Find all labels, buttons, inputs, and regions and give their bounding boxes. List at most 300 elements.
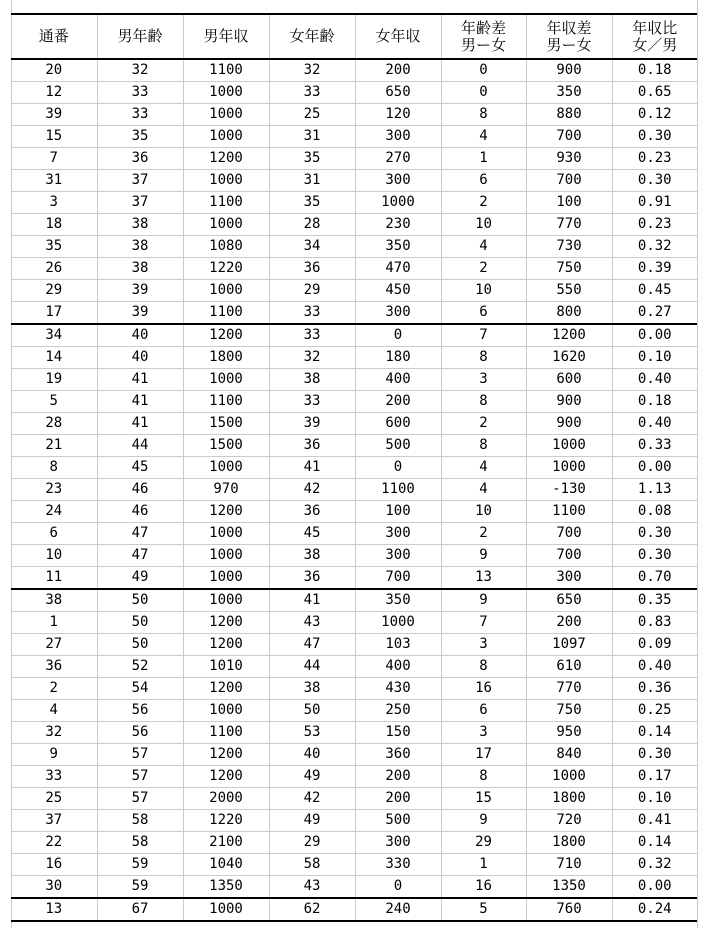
cell-male-income: 970 [183, 479, 269, 501]
cell-male-age: 39 [97, 302, 183, 325]
cell-male-age: 54 [97, 678, 183, 700]
cell-income-diff: 900 [526, 413, 612, 435]
cell-serial-number: 33 [11, 766, 97, 788]
cell-serial-number: 32 [11, 722, 97, 744]
cell-serial-number: 8 [11, 457, 97, 479]
cell-female-age: 38 [269, 545, 355, 567]
cell-age-diff: 17 [441, 744, 526, 766]
cell-female-income: 300 [355, 170, 441, 192]
table-row [11, 236, 697, 258]
cell-female-income: 200 [355, 788, 441, 810]
cell-serial-number: 2 [11, 678, 97, 700]
cell-female-age: 25 [269, 104, 355, 126]
table-row [11, 192, 697, 214]
cell-female-age: 39 [269, 413, 355, 435]
header-female-age: 女年齢 [269, 14, 355, 59]
cell-age-diff: 2 [441, 192, 526, 214]
table-row [11, 104, 697, 126]
cell-income-ratio: 0.09 [612, 634, 697, 656]
cell-male-age: 38 [97, 258, 183, 280]
cell-male-age: 32 [97, 59, 183, 82]
cell-income-diff: 1350 [526, 876, 612, 899]
cell-serial-number: 31 [11, 170, 97, 192]
cell-income-diff: 650 [526, 589, 612, 612]
table-row [11, 302, 697, 325]
cell-female-income: 300 [355, 126, 441, 148]
cell-income-diff: 1800 [526, 832, 612, 854]
cell-income-diff: 1000 [526, 457, 612, 479]
table-row [11, 810, 697, 832]
table-row [11, 788, 697, 810]
cell-female-age: 43 [269, 612, 355, 634]
cell-age-diff: 0 [441, 82, 526, 104]
cell-female-age: 40 [269, 744, 355, 766]
cell-age-diff: 2 [441, 523, 526, 545]
cell-female-income: 700 [355, 567, 441, 590]
cell-serial-number: 35 [11, 236, 97, 258]
cell-income-diff: 950 [526, 722, 612, 744]
table-row [11, 479, 697, 501]
cell-female-age: 29 [269, 280, 355, 302]
header-female-income: 女年収 [355, 14, 441, 59]
cell-income-ratio: 0.00 [612, 457, 697, 479]
cell-male-income: 1100 [183, 192, 269, 214]
cell-income-diff: 550 [526, 280, 612, 302]
cell-male-age: 57 [97, 744, 183, 766]
cell-age-diff: 8 [441, 104, 526, 126]
cell-male-income: 1200 [183, 612, 269, 634]
cell-income-ratio: 0.12 [612, 104, 697, 126]
cell-male-income: 1000 [183, 589, 269, 612]
cell-male-income: 1000 [183, 898, 269, 921]
cell-female-age: 33 [269, 82, 355, 104]
table-row [11, 898, 697, 921]
cell-serial-number: 3 [11, 192, 97, 214]
cell-serial-number: 27 [11, 634, 97, 656]
cell-male-age: 56 [97, 700, 183, 722]
cell-male-income: 1100 [183, 391, 269, 413]
cell-income-ratio: 0.27 [612, 302, 697, 325]
cell-income-ratio: 0.30 [612, 744, 697, 766]
cell-female-age: 36 [269, 567, 355, 590]
table-row [11, 634, 697, 656]
cell-male-income: 2000 [183, 788, 269, 810]
cell-female-income: 300 [355, 832, 441, 854]
cell-income-ratio: 0.24 [612, 898, 697, 921]
cell-serial-number: 6 [11, 523, 97, 545]
cell-income-ratio: 0.30 [612, 545, 697, 567]
cell-male-age: 41 [97, 369, 183, 391]
table-row [11, 876, 697, 899]
cell-age-diff: 15 [441, 788, 526, 810]
cell-income-ratio: 0.91 [612, 192, 697, 214]
cell-female-age: 33 [269, 391, 355, 413]
cell-age-diff: 10 [441, 280, 526, 302]
cell-male-income: 1000 [183, 214, 269, 236]
cell-female-age: 33 [269, 302, 355, 325]
table-row [11, 435, 697, 457]
cell-male-age: 56 [97, 722, 183, 744]
cell-income-diff: 900 [526, 391, 612, 413]
table-row [11, 258, 697, 280]
cell-income-diff: -130 [526, 479, 612, 501]
table-row [11, 148, 697, 170]
cell-serial-number: 18 [11, 214, 97, 236]
cell-serial-number: 37 [11, 810, 97, 832]
table-row [11, 523, 697, 545]
cell-female-income: 360 [355, 744, 441, 766]
cell-serial-number: 26 [11, 258, 97, 280]
cell-income-diff: 900 [526, 59, 612, 82]
cell-income-diff: 700 [526, 126, 612, 148]
cell-age-diff: 7 [441, 612, 526, 634]
cell-income-diff: 300 [526, 567, 612, 590]
cell-income-ratio: 0.83 [612, 612, 697, 634]
cell-income-ratio: 0.32 [612, 236, 697, 258]
cell-male-income: 1000 [183, 567, 269, 590]
cell-serial-number: 23 [11, 479, 97, 501]
cell-serial-number: 30 [11, 876, 97, 899]
header-row [11, 14, 697, 59]
cell-female-age: 50 [269, 700, 355, 722]
cell-income-ratio: 0.14 [612, 832, 697, 854]
cell-male-age: 37 [97, 192, 183, 214]
table-row [11, 324, 697, 347]
cell-income-diff: 700 [526, 523, 612, 545]
cell-female-age: 38 [269, 369, 355, 391]
cell-male-age: 40 [97, 324, 183, 347]
table-row [11, 457, 697, 479]
table-body [11, 59, 697, 921]
cell-income-ratio: 0.10 [612, 347, 697, 369]
cell-male-income: 1080 [183, 236, 269, 258]
cell-income-ratio: 0.40 [612, 656, 697, 678]
cell-female-age: 36 [269, 501, 355, 523]
cell-serial-number: 28 [11, 413, 97, 435]
cell-male-income: 1350 [183, 876, 269, 899]
cell-female-income: 180 [355, 347, 441, 369]
cell-male-age: 52 [97, 656, 183, 678]
cell-serial-number: 10 [11, 545, 97, 567]
cell-age-diff: 1 [441, 854, 526, 876]
cell-age-diff: 2 [441, 413, 526, 435]
cell-age-diff: 8 [441, 391, 526, 413]
table-row [11, 744, 697, 766]
cell-income-ratio: 0.41 [612, 810, 697, 832]
cell-male-income: 1200 [183, 324, 269, 347]
cell-female-income: 500 [355, 810, 441, 832]
cell-male-age: 40 [97, 347, 183, 369]
cell-serial-number: 14 [11, 347, 97, 369]
cell-male-age: 39 [97, 280, 183, 302]
cell-income-ratio: 0.65 [612, 82, 697, 104]
cell-income-diff: 1800 [526, 788, 612, 810]
cell-female-income: 120 [355, 104, 441, 126]
cell-age-diff: 4 [441, 126, 526, 148]
cell-serial-number: 15 [11, 126, 97, 148]
cell-serial-number: 12 [11, 82, 97, 104]
cell-serial-number: 39 [11, 104, 97, 126]
cell-male-age: 41 [97, 413, 183, 435]
cell-male-age: 38 [97, 214, 183, 236]
cell-male-age: 57 [97, 766, 183, 788]
cell-income-ratio: 0.18 [612, 391, 697, 413]
cell-male-age: 36 [97, 148, 183, 170]
cell-male-income: 1200 [183, 678, 269, 700]
cell-male-age: 41 [97, 391, 183, 413]
cell-female-income: 400 [355, 369, 441, 391]
cell-male-age: 49 [97, 567, 183, 590]
cell-male-age: 33 [97, 104, 183, 126]
cell-female-income: 230 [355, 214, 441, 236]
cell-income-ratio: 0.30 [612, 523, 697, 545]
cell-income-ratio: 0.14 [612, 722, 697, 744]
header-income-ratio: 年収比 女／男 [612, 14, 697, 59]
cell-female-age: 31 [269, 170, 355, 192]
table-row [11, 612, 697, 634]
cell-male-age: 45 [97, 457, 183, 479]
cell-female-age: 28 [269, 214, 355, 236]
cell-female-income: 350 [355, 236, 441, 258]
cell-female-income: 400 [355, 656, 441, 678]
cell-male-age: 57 [97, 788, 183, 810]
cell-female-income: 300 [355, 545, 441, 567]
cell-serial-number: 5 [11, 391, 97, 413]
cell-female-income: 200 [355, 766, 441, 788]
cell-income-diff: 800 [526, 302, 612, 325]
cell-female-age: 49 [269, 810, 355, 832]
cell-male-age: 59 [97, 876, 183, 899]
cell-male-income: 1100 [183, 302, 269, 325]
cell-serial-number: 22 [11, 832, 97, 854]
cell-male-income: 1500 [183, 413, 269, 435]
cell-female-income: 200 [355, 59, 441, 82]
cell-female-income: 150 [355, 722, 441, 744]
cell-male-income: 1000 [183, 523, 269, 545]
cell-age-diff: 10 [441, 501, 526, 523]
cell-female-age: 53 [269, 722, 355, 744]
cell-male-income: 1100 [183, 722, 269, 744]
cell-serial-number: 1 [11, 612, 97, 634]
cell-income-ratio: 0.36 [612, 678, 697, 700]
cell-serial-number: 36 [11, 656, 97, 678]
cell-serial-number: 38 [11, 589, 97, 612]
table-row [11, 678, 697, 700]
cell-income-diff: 770 [526, 214, 612, 236]
cell-income-ratio: 0.00 [612, 324, 697, 347]
table-row [11, 347, 697, 369]
cell-age-diff: 16 [441, 876, 526, 899]
table-row [11, 854, 697, 876]
cell-female-income: 430 [355, 678, 441, 700]
cell-male-income: 1000 [183, 369, 269, 391]
cell-serial-number: 25 [11, 788, 97, 810]
cell-income-diff: 720 [526, 810, 612, 832]
cell-female-income: 270 [355, 148, 441, 170]
cell-income-diff: 710 [526, 854, 612, 876]
cell-income-diff: 200 [526, 612, 612, 634]
table-row [11, 82, 697, 104]
cell-female-age: 35 [269, 192, 355, 214]
cell-male-age: 58 [97, 832, 183, 854]
cell-female-age: 41 [269, 589, 355, 612]
cell-age-diff: 4 [441, 457, 526, 479]
cell-male-income: 1200 [183, 501, 269, 523]
cell-serial-number: 11 [11, 567, 97, 590]
cell-female-income: 200 [355, 391, 441, 413]
cell-income-diff: 880 [526, 104, 612, 126]
cell-female-income: 1000 [355, 192, 441, 214]
cell-income-diff: 750 [526, 258, 612, 280]
cell-male-income: 1200 [183, 634, 269, 656]
cell-income-diff: 1100 [526, 501, 612, 523]
data-table [11, 13, 697, 922]
cell-male-age: 38 [97, 236, 183, 258]
cell-age-diff: 4 [441, 236, 526, 258]
cell-female-age: 33 [269, 324, 355, 347]
cell-income-diff: 700 [526, 545, 612, 567]
cell-female-income: 330 [355, 854, 441, 876]
cell-male-age: 46 [97, 479, 183, 501]
cell-income-ratio: 0.40 [612, 413, 697, 435]
header-serial-number: 通番 [11, 14, 97, 59]
cell-income-ratio: 0.00 [612, 876, 697, 899]
cell-female-income: 1100 [355, 479, 441, 501]
cell-female-age: 34 [269, 236, 355, 258]
table-row [11, 589, 697, 612]
cell-male-age: 37 [97, 170, 183, 192]
header-income-diff: 年収差 男ー女 [526, 14, 612, 59]
cell-age-diff: 6 [441, 700, 526, 722]
cell-income-ratio: 0.39 [612, 258, 697, 280]
cell-serial-number: 17 [11, 302, 97, 325]
cell-male-age: 67 [97, 898, 183, 921]
cell-female-age: 49 [269, 766, 355, 788]
cell-income-ratio: 0.25 [612, 700, 697, 722]
cell-female-income: 0 [355, 324, 441, 347]
cell-income-diff: 750 [526, 700, 612, 722]
cell-female-age: 31 [269, 126, 355, 148]
cell-income-ratio: 0.30 [612, 126, 697, 148]
cell-female-age: 42 [269, 788, 355, 810]
cell-female-age: 32 [269, 59, 355, 82]
cell-age-diff: 8 [441, 435, 526, 457]
cell-female-income: 240 [355, 898, 441, 921]
cell-male-age: 35 [97, 126, 183, 148]
table-row [11, 59, 697, 82]
cell-female-income: 0 [355, 457, 441, 479]
cell-income-diff: 1000 [526, 766, 612, 788]
cell-male-income: 1000 [183, 170, 269, 192]
cell-female-age: 36 [269, 435, 355, 457]
table-row [11, 126, 697, 148]
cell-male-age: 50 [97, 612, 183, 634]
table-row [11, 766, 697, 788]
cell-female-age: 45 [269, 523, 355, 545]
cell-male-income: 1040 [183, 854, 269, 876]
cell-male-income: 1200 [183, 744, 269, 766]
cell-female-age: 35 [269, 148, 355, 170]
table-row [11, 832, 697, 854]
cell-income-diff: 610 [526, 656, 612, 678]
cell-female-age: 47 [269, 634, 355, 656]
table-row [11, 413, 697, 435]
cell-income-ratio: 0.40 [612, 369, 697, 391]
cell-income-ratio: 0.08 [612, 501, 697, 523]
grid-line [697, 0, 698, 928]
table-row [11, 501, 697, 523]
cell-male-income: 2100 [183, 832, 269, 854]
cell-male-income: 1500 [183, 435, 269, 457]
cell-income-ratio: 0.30 [612, 170, 697, 192]
cell-male-age: 59 [97, 854, 183, 876]
cell-income-ratio: 0.70 [612, 567, 697, 590]
cell-female-age: 43 [269, 876, 355, 899]
cell-serial-number: 24 [11, 501, 97, 523]
cell-female-income: 250 [355, 700, 441, 722]
cell-male-income: 1220 [183, 258, 269, 280]
cell-male-age: 47 [97, 523, 183, 545]
cell-male-income: 1220 [183, 810, 269, 832]
cell-male-income: 1000 [183, 280, 269, 302]
cell-male-age: 50 [97, 634, 183, 656]
cell-income-diff: 1200 [526, 324, 612, 347]
cell-female-age: 41 [269, 457, 355, 479]
cell-income-ratio: 0.18 [612, 59, 697, 82]
cell-age-diff: 3 [441, 722, 526, 744]
cell-female-income: 300 [355, 302, 441, 325]
cell-female-income: 0 [355, 876, 441, 899]
table-row [11, 656, 697, 678]
cell-income-diff: 770 [526, 678, 612, 700]
cell-female-income: 470 [355, 258, 441, 280]
cell-income-diff: 840 [526, 744, 612, 766]
cell-age-diff: 8 [441, 347, 526, 369]
header-male-age: 男年齢 [97, 14, 183, 59]
cell-income-diff: 730 [526, 236, 612, 258]
cell-income-diff: 350 [526, 82, 612, 104]
cell-serial-number: 29 [11, 280, 97, 302]
cell-serial-number: 16 [11, 854, 97, 876]
cell-age-diff: 0 [441, 59, 526, 82]
table-row [11, 391, 697, 413]
cell-female-age: 38 [269, 678, 355, 700]
cell-male-income: 1800 [183, 347, 269, 369]
cell-male-income: 1200 [183, 148, 269, 170]
cell-male-age: 50 [97, 589, 183, 612]
cell-male-income: 1200 [183, 766, 269, 788]
table-row [11, 369, 697, 391]
cell-age-diff: 9 [441, 589, 526, 612]
cell-female-income: 500 [355, 435, 441, 457]
cell-female-age: 32 [269, 347, 355, 369]
cell-age-diff: 6 [441, 302, 526, 325]
cell-age-diff: 8 [441, 656, 526, 678]
cell-female-age: 42 [269, 479, 355, 501]
cell-male-age: 33 [97, 82, 183, 104]
cell-serial-number: 19 [11, 369, 97, 391]
cell-male-income: 1000 [183, 126, 269, 148]
cell-age-diff: 6 [441, 170, 526, 192]
cell-male-income: 1000 [183, 104, 269, 126]
cell-female-age: 29 [269, 832, 355, 854]
cell-age-diff: 5 [441, 898, 526, 921]
cell-income-ratio: 0.10 [612, 788, 697, 810]
cell-male-income: 1000 [183, 82, 269, 104]
cell-serial-number: 7 [11, 148, 97, 170]
cell-age-diff: 7 [441, 324, 526, 347]
table-row [11, 545, 697, 567]
